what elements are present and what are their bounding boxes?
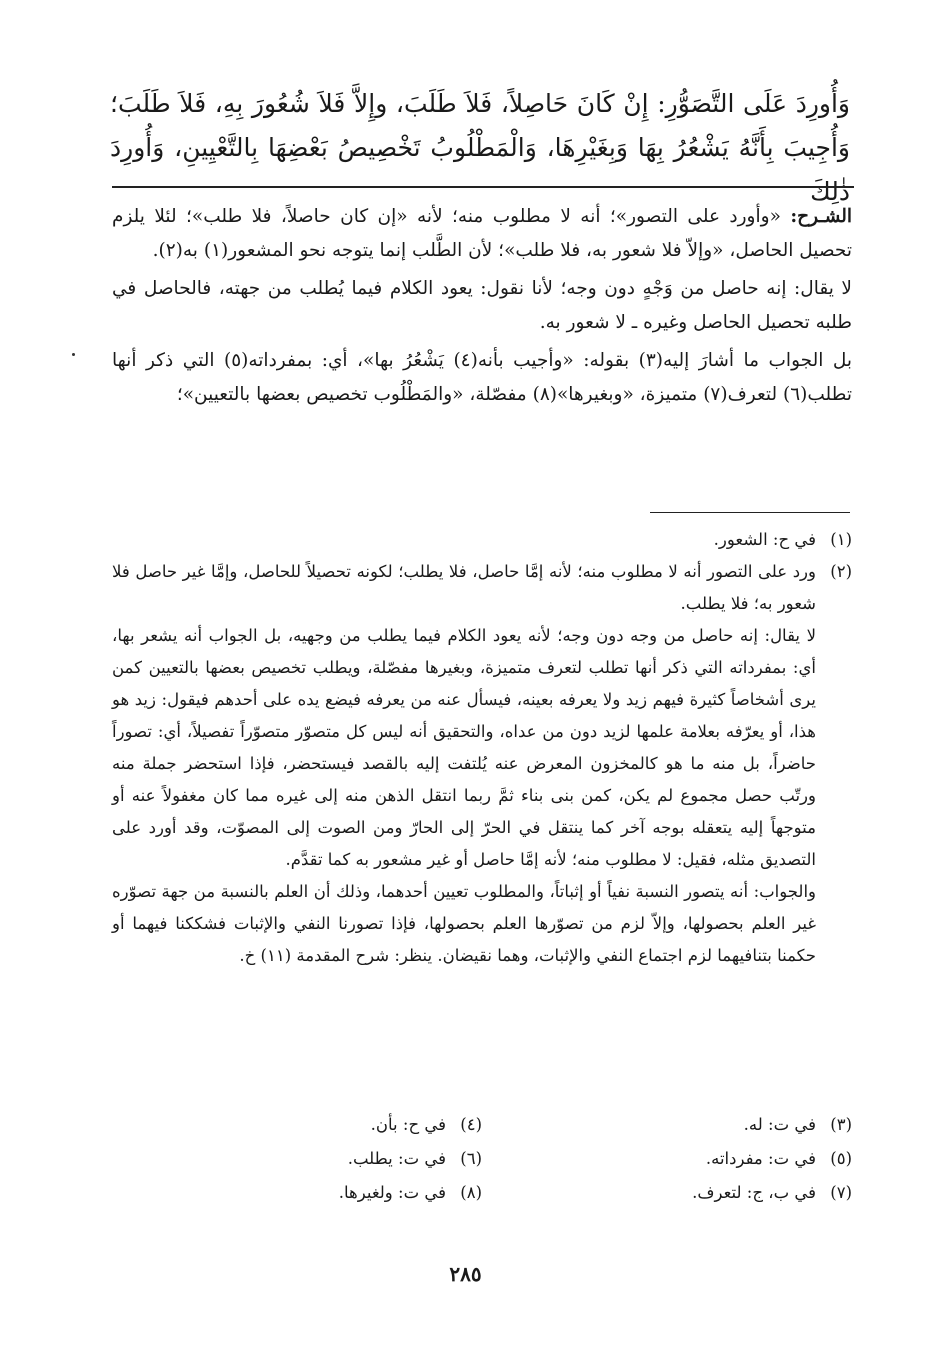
short-footnotes xyxy=(112,1108,852,1210)
page-number: ٢٨٥ xyxy=(449,1262,482,1286)
stray-mark xyxy=(72,353,75,356)
commentary-text: «وأورد على التصور»؛ أنه لا مطلوب منه؛ لأنه «إن كان حاصلاً، فلا طلب»؛ لئلا يلزم تحصيل الحاصل، «وإلاّ فلا شعور به، فلا طلب»؛ لأن الطَّلب إنما يتوجه نحو المشعور(١) به(٢). xyxy=(112,206,852,261)
short-footnote-row xyxy=(112,1176,852,1210)
footnote-text: في ت: مفرداته. xyxy=(705,1149,816,1168)
footnote-number: (٨) xyxy=(460,1183,482,1202)
top-divider xyxy=(112,186,854,188)
footnote-text: في ح: بأن. xyxy=(370,1115,446,1134)
footnote-divider xyxy=(650,512,850,513)
short-footnote xyxy=(112,1176,482,1210)
footnote-number: (٤) xyxy=(460,1115,482,1134)
footnote-text: والجواب: أنه يتصور النسبة نفياً أو إثباتاً، والمطلوب تعيين أحدهما، وذلك أن العلم بالنسبة من جهة تصوّره غير العلم بحصولها، وإلاّ لزم من تصوّرها العلم بحصولها، فإذا تصورنا النفي والإثبات فشككنا فيهما أو حكمنا بتنافيهما لزم اجتماع النفي والإثبات، وهما نقيضان. ينظر: شرح المقدمة (١١) خ. xyxy=(112,882,816,965)
footnote-number: (٧) xyxy=(830,1183,852,1202)
short-footnote xyxy=(482,1142,852,1176)
footnote-text: لا يقال: إنه حاصل من وجه دون وجه؛ لأنه يعود الكلام فيما يطلب من وجهيه، بل الجواب أنه يشعر بها، أي: بمفرداته التي ذكر أنها تطلب لتعرف متميزة، وبغيرها مفصّلة، ويطلب تخصيص بعضها بالتعيين كمن يرى أشخاصاً كثيرة فيهم زيد ولا يعرفه بعينه، فيسأل عنه من يعرفه فيضع يده على أحدهم فيقول: زيد هو هذا، أو يعرّفه بعلامة علمها لزيد دون من عداه، والتحقيق أنه ليس كل متصوّر متصوّراً تفصيلاً، أي: تصوراً حاضراً، بل منه ما هو كالمخزون المعرض عنه يُلتفت إليه بالقصد فيستحضر، فإذا استحضر جملة منه ورتّب حصل مجموع لم يكن، كمن بنى بناء ثمَّ ربما انتقل الذهن منه إلى غيره مما كان مغفولاً عنه أو متوجهاً إليه يتعقله بوجه آخر كما ينتقل في الحرّ إلى الحارّ ومن الصوت إلى المصوّت، وقد أورد على التصديق مثله، فقيل: لا مطلوب منه؛ لأنه إمَّا حاصل أو غير مشعور به كما تقدَّم. xyxy=(112,626,816,869)
short-footnote xyxy=(482,1176,852,1210)
footnote-number: (٣) xyxy=(830,1115,852,1134)
commentary-label: الشـرح: xyxy=(790,206,852,227)
footnote-text: في ب، ج: لتعرف. xyxy=(692,1183,816,1202)
short-footnote-row xyxy=(112,1108,852,1142)
main-text-block xyxy=(110,82,850,214)
commentary-block xyxy=(112,200,852,416)
footnote xyxy=(112,556,852,972)
main-text-line: وَأُجِيبَ بِأَنَّهُ يَشْعُرُ بِهَا وَبِغَيْرِهَا، وَالْمَطْلُوبُ تَخْصِيصُ بَعْضِهَا بِالتَّعْيِينِ، وَأُورِدَ ذٰلِكَ xyxy=(110,133,850,206)
footnote-text: في ت: ولغيرها. xyxy=(338,1183,446,1202)
commentary-paragraph: لا يقال: إنه حاصل من وَجْهٍ دون وجه؛ لأنا نقول: يعود الكلام فيما يُطلب من جهته، فالحاصل في طلبه تحصيل الحاصل وغيره ـ لا شعور به. xyxy=(112,278,852,333)
commentary-paragraph: بل الجواب ما أشارَ إليه(٣) بقوله: «وأجيب بأنه(٤) يَشْعُرُ بها»، أي: بمفرداته(٥) التي ذكر أنها تطلب(٦) لتعرف(٧) متميزة، «وبغيرها»(٨) مفصّلة، «والمَطْلُوب تخصيص بعضها بالتعيين»؛ xyxy=(112,350,852,405)
commentary-paragraph xyxy=(112,200,852,268)
footnote-text: في ح: الشعور. xyxy=(713,530,816,549)
footnote xyxy=(112,524,852,556)
footnote-number: (٥) xyxy=(830,1149,852,1168)
footnotes-block xyxy=(112,524,852,972)
footnote-number: (٦) xyxy=(460,1149,482,1168)
footnote-text: ورد على التصور أنه لا مطلوب منه؛ لأنه إمَّا حاصل، فلا يطلب؛ لكونه تحصيلاً للحاصل، وإمَّا غير حاصل فلا شعور به؛ فلا يطلب. xyxy=(112,562,816,613)
short-footnote-row xyxy=(112,1142,852,1176)
footnote-text: في ت: يطلب. xyxy=(347,1149,446,1168)
short-footnote xyxy=(112,1108,482,1142)
footnote-text: في ت: له. xyxy=(743,1115,816,1134)
short-footnote xyxy=(112,1142,482,1176)
main-text-line: وَأُورِدَ عَلَى التَّصَوُّرِ: إِنْ كَانَ حَاصِلاً، فَلاَ طَلَبَ، وإِلاَّ فَلاَ شُعُورَ بِهِ، فَلاَ طَلَبَ؛ xyxy=(110,89,850,118)
short-footnote xyxy=(482,1108,852,1142)
footnote-number: (١) xyxy=(830,530,852,549)
footnote-number: (٢) xyxy=(830,562,852,581)
